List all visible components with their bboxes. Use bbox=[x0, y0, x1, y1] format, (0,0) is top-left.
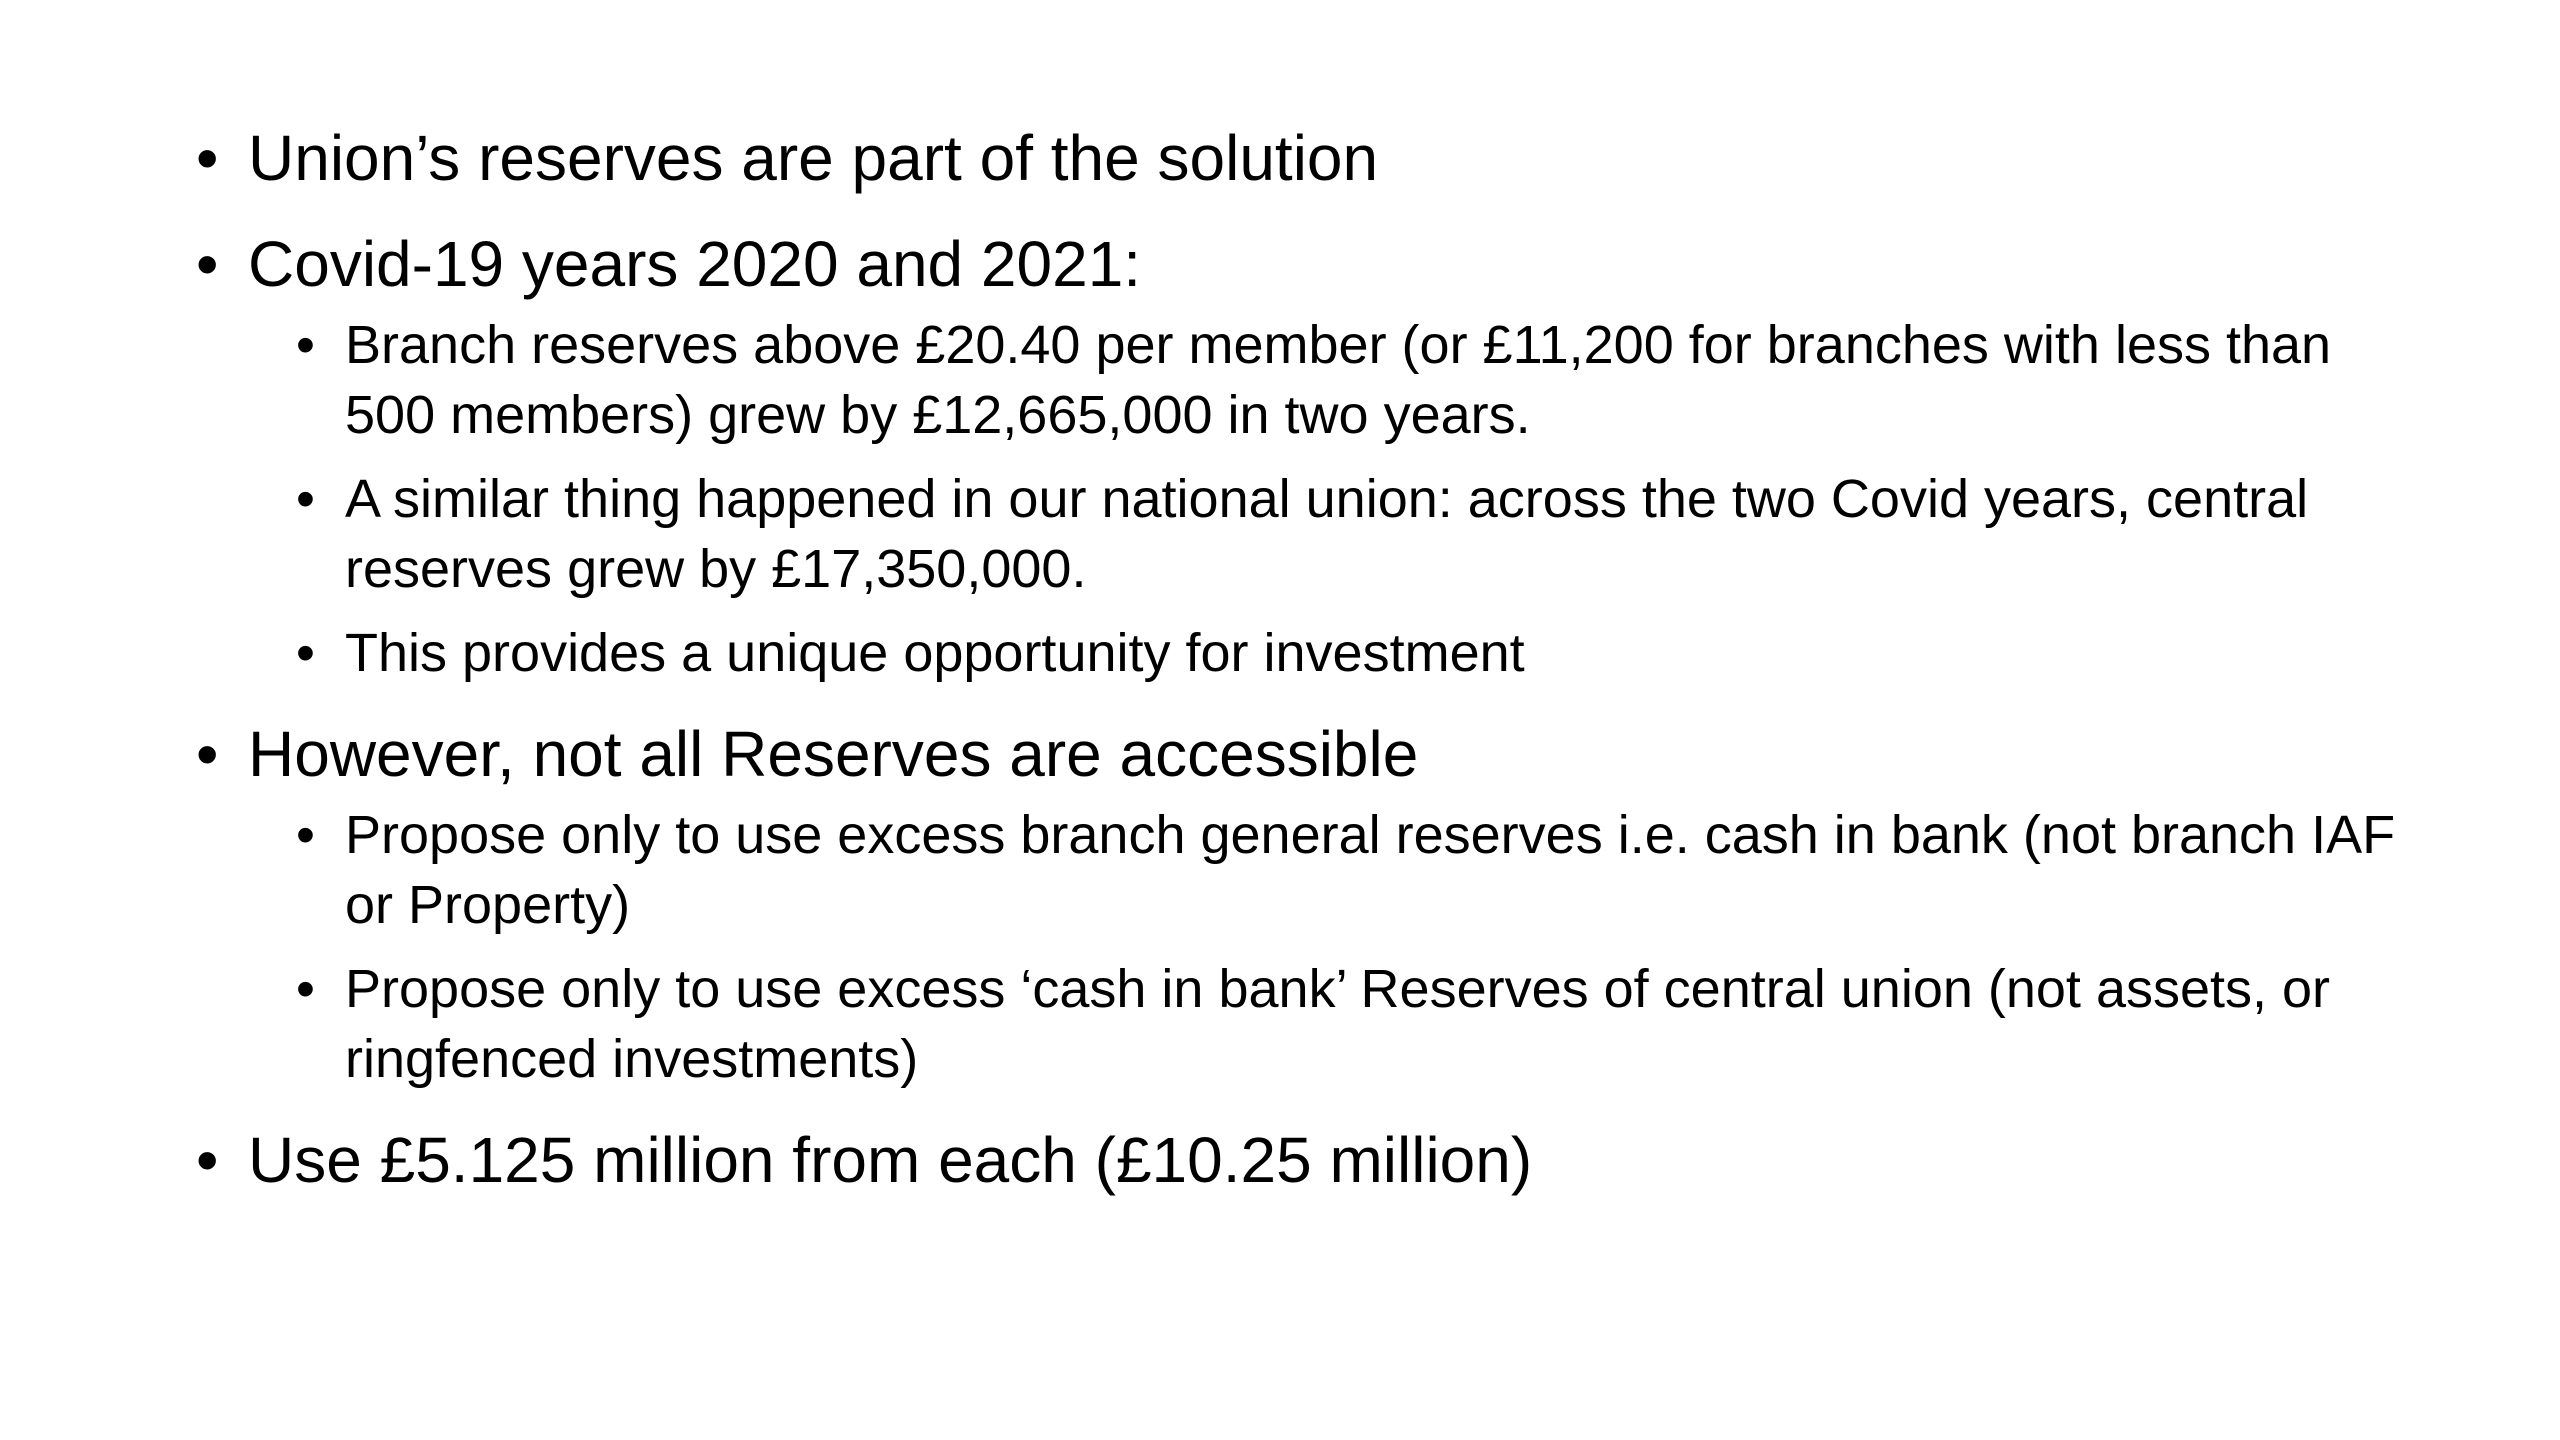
bullet-icon: • bbox=[196, 122, 219, 194]
sub-bullet-text: Propose only to use excess branch general reserves i.e. cash in bank (not branch IAF or Property) bbox=[345, 805, 2396, 935]
sub-bullet-icon: • bbox=[296, 623, 315, 683]
sub-bullet-list bbox=[248, 310, 2436, 688]
sub-bullet-central-cash-reserves bbox=[296, 954, 2436, 1094]
bullet-text: Covid-19 years 2020 and 2021: bbox=[248, 228, 1142, 300]
sub-bullet-text: Propose only to use excess ‘cash in bank’ Reserves of central union (not assets, or ringfenced investments) bbox=[345, 959, 2331, 1089]
sub-bullet-text: Branch reserves above £20.40 per member (or £11,200 for branches with less than 500 members) grew by £12,665,000 in two years. bbox=[345, 315, 2332, 445]
sub-bullet-branch-reserves bbox=[296, 310, 2436, 450]
bullet-text: Union’s reserves are part of the solution bbox=[248, 122, 1379, 194]
sub-bullet-text: This provides a unique opportunity for investment bbox=[345, 623, 1525, 683]
bullet-item-covid-years bbox=[196, 224, 2436, 688]
sub-bullet-branch-general-reserves bbox=[296, 800, 2436, 940]
bullet-list bbox=[196, 118, 2436, 1200]
bullet-item-reserves-solution bbox=[196, 118, 2436, 198]
sub-bullet-icon: • bbox=[296, 959, 315, 1019]
bullet-item-not-accessible bbox=[196, 714, 2436, 1094]
bullet-text: However, not all Reserves are accessible bbox=[248, 718, 1419, 790]
bullet-icon: • bbox=[196, 1124, 219, 1196]
bullet-text: Use £5.125 million from each (£10.25 million) bbox=[248, 1124, 1533, 1196]
bullet-item-use-funds bbox=[196, 1120, 2436, 1200]
bullet-icon: • bbox=[196, 228, 219, 300]
bullet-icon: • bbox=[196, 718, 219, 790]
sub-bullet-icon: • bbox=[296, 315, 315, 375]
sub-bullet-list bbox=[248, 800, 2436, 1094]
sub-bullet-icon: • bbox=[296, 469, 315, 529]
sub-bullet-central-reserves bbox=[296, 464, 2436, 604]
sub-bullet-text: A similar thing happened in our national union: across the two Covid years, central reserves grew by £17,350,000. bbox=[345, 469, 2309, 599]
sub-bullet-icon: • bbox=[296, 805, 315, 865]
sub-bullet-investment-opportunity bbox=[296, 618, 2436, 688]
